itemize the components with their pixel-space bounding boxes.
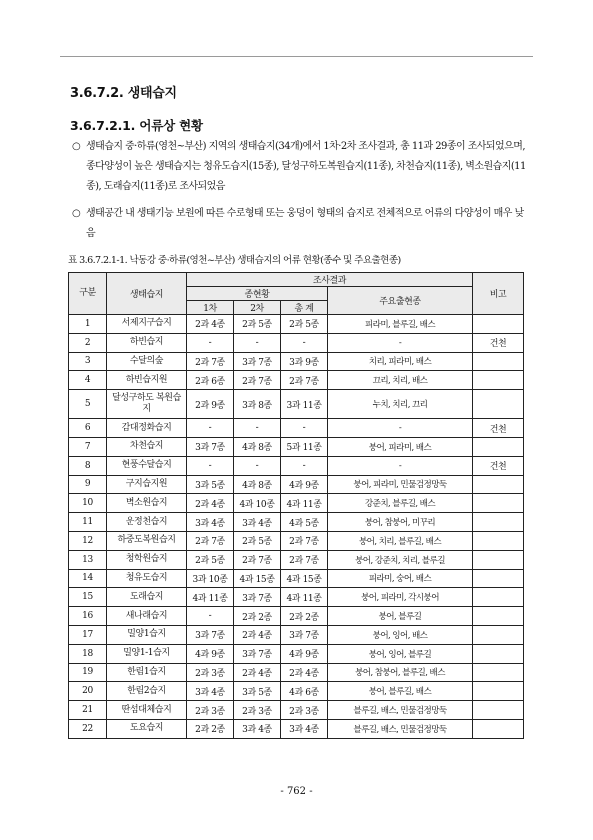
remark — [473, 494, 524, 513]
main-species: 피라미, 블루길, 배스 — [328, 315, 473, 334]
main-species: 피라미, 숭어, 배스 — [328, 569, 473, 588]
row-number: 13 — [69, 550, 107, 569]
table-row — [69, 550, 524, 569]
first-survey-count: 4과 9종 — [187, 644, 234, 663]
row-number: 9 — [69, 475, 107, 494]
second-survey-count: 2과 3종 — [234, 701, 281, 720]
header-species-status: 종현황 — [187, 287, 328, 301]
remark: 건천 — [473, 333, 524, 352]
remark — [473, 588, 524, 607]
header-total: 총 계 — [281, 301, 328, 315]
table-row — [69, 333, 524, 352]
site-name: 하빈습지 — [107, 333, 187, 352]
first-survey-count: 2과 2종 — [187, 719, 234, 738]
main-species: 붕어, 치리, 블루길, 배스 — [328, 531, 473, 550]
circle-bullet-icon: ○ — [72, 208, 81, 219]
fish-survey-table — [68, 272, 524, 739]
site-name: 차천습지 — [107, 437, 187, 456]
site-name: 밀양1-1습지 — [107, 644, 187, 663]
second-survey-count: 2과 5종 — [234, 315, 281, 334]
table-row — [69, 437, 524, 456]
total-count: - — [281, 419, 328, 438]
total-count: 2과 2종 — [281, 607, 328, 626]
main-species: - — [328, 333, 473, 352]
total-count: 4과 9종 — [281, 475, 328, 494]
site-name: 수달의숲 — [107, 352, 187, 371]
first-survey-count: 3과 4종 — [187, 682, 234, 701]
remark — [473, 371, 524, 390]
row-number: 21 — [69, 701, 107, 720]
site-name: 한림2습지 — [107, 682, 187, 701]
site-name: 하중도복원습지 — [107, 531, 187, 550]
total-count: 3과 7종 — [281, 625, 328, 644]
main-species: 붕어, 잉어, 블루길 — [328, 644, 473, 663]
first-survey-count: 2과 9종 — [187, 390, 234, 419]
main-species: 붕어, 피라미, 민물검정망둑 — [328, 475, 473, 494]
second-survey-count: 3과 7종 — [234, 644, 281, 663]
first-survey-count: 3과 4종 — [187, 513, 234, 532]
first-survey-count: 3과 5종 — [187, 475, 234, 494]
first-survey-count: - — [187, 333, 234, 352]
total-count: - — [281, 456, 328, 475]
remark — [473, 719, 524, 738]
header-no: 구분 — [69, 273, 107, 315]
table-row — [69, 456, 524, 475]
total-count: 5과 11종 — [281, 437, 328, 456]
site-name: 벽소원습지 — [107, 494, 187, 513]
main-species: 붕어, 피라미, 각시붕어 — [328, 588, 473, 607]
row-number: 1 — [69, 315, 107, 334]
table-row — [69, 315, 524, 334]
remark: 건천 — [473, 419, 524, 438]
table-row — [69, 531, 524, 550]
total-count: 2과 7종 — [281, 371, 328, 390]
table-row — [69, 352, 524, 371]
total-count: 4과 6종 — [281, 682, 328, 701]
total-count: 3과 4종 — [281, 719, 328, 738]
total-count: - — [281, 333, 328, 352]
row-number: 17 — [69, 625, 107, 644]
row-number: 7 — [69, 437, 107, 456]
first-survey-count: 2과 3종 — [187, 663, 234, 682]
site-name: 한림1습지 — [107, 663, 187, 682]
main-species: 붕어, 참붕어, 미꾸리 — [328, 513, 473, 532]
table-row — [69, 663, 524, 682]
second-survey-count: 3과 7종 — [234, 352, 281, 371]
row-number: 22 — [69, 719, 107, 738]
row-number: 12 — [69, 531, 107, 550]
table-row — [69, 390, 524, 419]
table-row — [69, 371, 524, 390]
circle-bullet-icon: ○ — [72, 141, 81, 152]
header-main-species: 주요출현종 — [328, 287, 473, 315]
table-row — [69, 494, 524, 513]
remark: 건천 — [473, 456, 524, 475]
main-species: 붕어, 잉어, 배스 — [328, 625, 473, 644]
main-species: 붕어, 참붕어, 블루길, 배스 — [328, 663, 473, 682]
main-species: - — [328, 456, 473, 475]
second-survey-count: 3과 7종 — [234, 588, 281, 607]
remark — [473, 682, 524, 701]
total-count: 2과 3종 — [281, 701, 328, 720]
table-row — [69, 625, 524, 644]
main-species: 블루길, 배스, 민물검정망둑 — [328, 719, 473, 738]
first-survey-count: 2과 5종 — [187, 550, 234, 569]
table-caption: 표 3.6.7.2.1-1. 낙동강 중·하류(영천~부산) 생태습지의 어류 현황(종수 및 주요출현종) — [68, 255, 401, 266]
row-number: 10 — [69, 494, 107, 513]
row-number: 18 — [69, 644, 107, 663]
table-body — [69, 315, 524, 739]
site-name: 달성구하도 복원습지 — [107, 390, 187, 419]
second-survey-count: 3과 4종 — [234, 513, 281, 532]
site-name: 청학원습지 — [107, 550, 187, 569]
table-row — [69, 682, 524, 701]
row-number: 6 — [69, 419, 107, 438]
second-survey-count: 2과 4종 — [234, 663, 281, 682]
second-survey-count: 2과 5종 — [234, 531, 281, 550]
first-survey-count: 4과 11종 — [187, 588, 234, 607]
remark — [473, 513, 524, 532]
bullet-paragraph-1 — [72, 137, 532, 197]
site-name: 새나래습지 — [107, 607, 187, 626]
table-row — [69, 719, 524, 738]
remark — [473, 569, 524, 588]
table-row — [69, 701, 524, 720]
bullet-text: 생태습지 중·하류(영천~부산) 지역의 생태습지(34개)에서 1차·2차 조사결과, 총 11과 29종이 조사되었으며, 종다양성이 높은 생태습지는 청유도습지(15종), 달성구하도복원습지(11종), 차천습지(11종), 벽소원습지(11종), 도래습지(11종)로 조사되었음 — [86, 141, 526, 192]
second-survey-count: - — [234, 419, 281, 438]
second-survey-count: 2과 4종 — [234, 625, 281, 644]
second-survey-count: 2과 2종 — [234, 607, 281, 626]
total-count: 2과 7종 — [281, 531, 328, 550]
second-survey-count: - — [234, 333, 281, 352]
main-species: 붕어, 피라미, 배스 — [328, 437, 473, 456]
site-name: 딴섬대체습지 — [107, 701, 187, 720]
site-name: 서제지구습지 — [107, 315, 187, 334]
second-survey-count: 3과 8종 — [234, 390, 281, 419]
remark — [473, 625, 524, 644]
row-number: 14 — [69, 569, 107, 588]
table-header — [69, 273, 524, 315]
second-survey-count: 3과 4종 — [234, 719, 281, 738]
remark — [473, 475, 524, 494]
remark — [473, 315, 524, 334]
table-row — [69, 588, 524, 607]
table-row — [69, 419, 524, 438]
row-number: 4 — [69, 371, 107, 390]
main-species: 강준치, 블루길, 배스 — [328, 494, 473, 513]
second-survey-count: - — [234, 456, 281, 475]
table-row — [69, 513, 524, 532]
table-row — [69, 644, 524, 663]
remark — [473, 663, 524, 682]
first-survey-count: 2과 6종 — [187, 371, 234, 390]
site-name: 운정천습지 — [107, 513, 187, 532]
bullet-paragraph-2 — [72, 204, 532, 244]
first-survey-count: 2과 4종 — [187, 315, 234, 334]
main-species: 누치, 치리, 끄리 — [328, 390, 473, 419]
site-name: 밀양1습지 — [107, 625, 187, 644]
site-name: 도요습지 — [107, 719, 187, 738]
main-species: 블루길, 배스, 민물검정망둑 — [328, 701, 473, 720]
row-number: 19 — [69, 663, 107, 682]
bullet-text: 생태공간 내 생태기능 보원에 따른 수로형태 또는 웅덩이 형태의 습지로 전체적으로 어류의 다양성이 매우 낮음 — [86, 208, 524, 239]
total-count: 4과 11종 — [281, 588, 328, 607]
total-count: 3과 11종 — [281, 390, 328, 419]
site-name: 청유도습지 — [107, 569, 187, 588]
remark — [473, 352, 524, 371]
row-number: 2 — [69, 333, 107, 352]
header-site: 생태습지 — [107, 273, 187, 315]
second-survey-count: 4과 8종 — [234, 475, 281, 494]
row-number: 8 — [69, 456, 107, 475]
row-number: 5 — [69, 390, 107, 419]
second-survey-count: 3과 5종 — [234, 682, 281, 701]
row-number: 20 — [69, 682, 107, 701]
subsection-title: 3.6.7.2.1. 어류상 현황 — [70, 118, 203, 133]
first-survey-count: 2과 3종 — [187, 701, 234, 720]
first-survey-count: 2과 4종 — [187, 494, 234, 513]
first-survey-count: 2과 7종 — [187, 531, 234, 550]
second-survey-count: 4과 15종 — [234, 569, 281, 588]
header-survey-result: 조사결과 — [187, 273, 473, 287]
table-row — [69, 475, 524, 494]
site-name: 하빈습지원 — [107, 371, 187, 390]
main-species: 붕어, 블루길, 배스 — [328, 682, 473, 701]
first-survey-count: - — [187, 607, 234, 626]
first-survey-count: - — [187, 419, 234, 438]
row-number: 3 — [69, 352, 107, 371]
second-survey-count: 4과 10종 — [234, 494, 281, 513]
total-count: 4과 11종 — [281, 494, 328, 513]
main-species: 붕어, 강준치, 치리, 블루길 — [328, 550, 473, 569]
main-species: 치리, 피라미, 배스 — [328, 352, 473, 371]
table-row — [69, 607, 524, 626]
row-number: 11 — [69, 513, 107, 532]
first-survey-count: - — [187, 456, 234, 475]
first-survey-count: 3과 10종 — [187, 569, 234, 588]
site-name: 도래습지 — [107, 588, 187, 607]
remark — [473, 390, 524, 419]
header-first-survey: 1차 — [187, 301, 234, 315]
total-count: 2과 7종 — [281, 550, 328, 569]
remark — [473, 701, 524, 720]
remark — [473, 531, 524, 550]
remark — [473, 644, 524, 663]
header-second-survey: 2차 — [234, 301, 281, 315]
table-row — [69, 569, 524, 588]
second-survey-count: 4과 8종 — [234, 437, 281, 456]
total-count: 4과 5종 — [281, 513, 328, 532]
first-survey-count: 3과 7종 — [187, 625, 234, 644]
remark — [473, 550, 524, 569]
total-count: 2과 5종 — [281, 315, 328, 334]
site-name: 구지습지원 — [107, 475, 187, 494]
row-number: 16 — [69, 607, 107, 626]
first-survey-count: 2과 7종 — [187, 352, 234, 371]
total-count: 3과 9종 — [281, 352, 328, 371]
header-remarks: 비고 — [473, 273, 524, 315]
first-survey-count: 3과 7종 — [187, 437, 234, 456]
total-count: 4과 15종 — [281, 569, 328, 588]
second-survey-count: 2과 7종 — [234, 550, 281, 569]
main-species: 붕어, 블루길 — [328, 607, 473, 626]
site-name: 현풍수달습지 — [107, 456, 187, 475]
row-number: 15 — [69, 588, 107, 607]
page-number: - 762 - — [280, 786, 313, 797]
total-count: 4과 9종 — [281, 644, 328, 663]
remark — [473, 607, 524, 626]
main-species: 끄리, 치리, 배스 — [328, 371, 473, 390]
section-title: 3.6.7.2. 생태습지 — [70, 86, 177, 101]
total-count: 2과 4종 — [281, 663, 328, 682]
header-rule — [60, 56, 533, 57]
site-name: 감대정화습지 — [107, 419, 187, 438]
second-survey-count: 2과 7종 — [234, 371, 281, 390]
remark — [473, 437, 524, 456]
main-species: - — [328, 419, 473, 438]
